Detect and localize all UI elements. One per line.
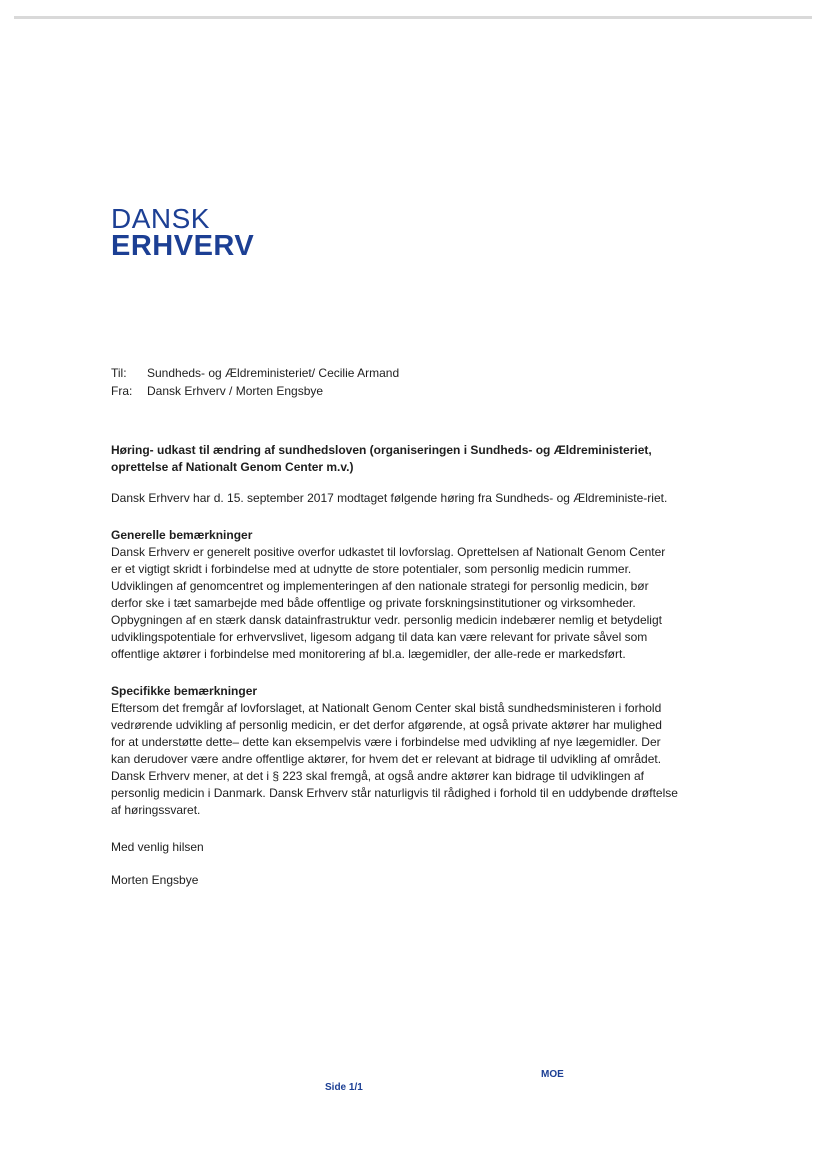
subject-heading: Høring- udkast til ændring af sundhedsloven (organiseringen i Sundheds- og Ældreministeriet, oprettelse af Nationalt Genom Center m.v.)	[111, 443, 652, 474]
footer-initials: MOE	[541, 1069, 564, 1080]
logo-line-2: ERHVERV	[111, 230, 255, 262]
scan-edge-line	[14, 16, 812, 19]
signature-name: Morten Engsbye	[111, 873, 199, 887]
recipient-row	[111, 364, 399, 382]
general-remarks-body: Dansk Erhverv er generelt positive overfor udkastet til lovforslag. Oprettelsen af Nationalt Genom Center er et vigtigt skridt i forbindelse med at udnytte de store potentialer, som personlig medicin rummer. Udviklingen af genomcentret og implementeringen af den nationale strategi for personlig medicin, bør derfor ske i tæt samarbejde med både offentlige og private forskningsinstitutioner og virksomheder. Opbygningen af en stærk dansk datainfrastruktur vedr. personlig medicin indebærer nemlig et betydeligt udviklingspotentiale for erhvervslivet, ligesom adgang til data kan være relevant for private såvel som offentlige aktører i forbindelse med monitorering af bl.a. lægemidler, der alle-rede er markedsført.	[111, 545, 666, 661]
intro-paragraph: Dansk Erhverv har d. 15. september 2017 modtaget følgende høring fra Sundheds- og Ældreministe-riet.	[111, 491, 668, 505]
logo-line-1: DANSK	[111, 203, 210, 234]
from-value: Dansk Erhverv / Morten Engsbye	[147, 384, 324, 398]
specific-remarks-heading: Specifikke bemærkninger	[111, 684, 258, 698]
dansk-erhverv-logo	[111, 205, 254, 261]
letter-body	[111, 442, 679, 889]
page-number: Side 1/1	[325, 1082, 363, 1093]
to-label: Til:	[111, 366, 127, 380]
specific-remarks-body: Eftersom det fremgår af lovforslaget, at Nationalt Genom Center skal bistå sundhedsministeren i forhold vedrørende udvikling af personlig medicin, er det derfor afgørende, at også private aktører har mulighed for at understøtte dette– dette kan eksempelvis være i forbindelse med udvikling af nye lægemidler. Der kan derudover være andre offentlige aktører, for hvem det er relevant at bidrage til udvikling af området. Dansk Erhverv mener, at det i § 223 skal fremgå, at også andre aktører kan bidrage til udviklingen af personlig medicin i Danmark. Dansk Erhverv står naturligvis til rådighed i forhold til en uddybende drøftelse af høringssvaret.	[111, 701, 678, 817]
from-label: Fra:	[111, 384, 133, 398]
closing-greeting: Med venlig hilsen	[111, 840, 204, 854]
address-block	[111, 364, 399, 400]
general-remarks-heading: Generelle bemærkninger	[111, 528, 253, 542]
to-value: Sundheds- og Ældreministeriet/ Cecilie Armand	[147, 366, 400, 380]
sender-row	[111, 382, 399, 400]
